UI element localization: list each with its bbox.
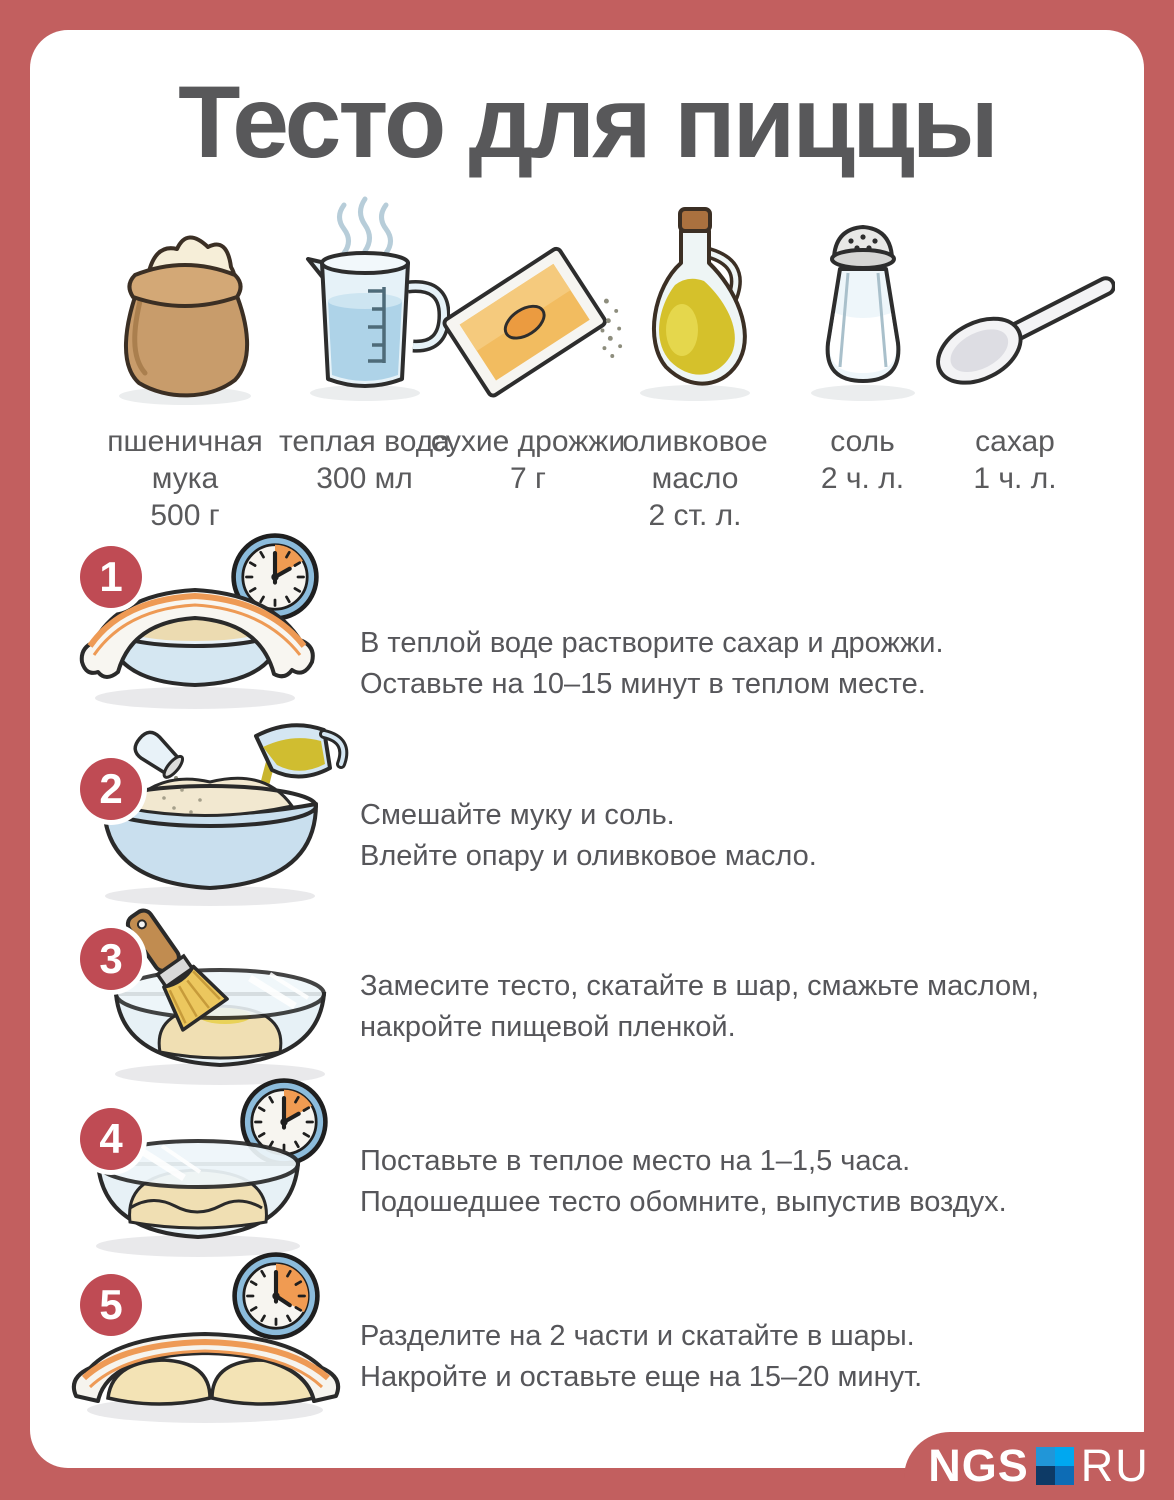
step-3-instruction: [360, 966, 1039, 1048]
instruction-line: Влейте опару и оливковое масло.: [360, 840, 817, 872]
step-5-number-badge: [80, 1274, 142, 1336]
step-number: 2: [99, 765, 123, 812]
ingredient-name: теплая вода: [279, 425, 450, 458]
step-1-instruction: [360, 623, 944, 705]
instruction-line: Замесите тесто, скатайте в шар, смажьте маслом,: [360, 970, 1040, 1002]
ingredient-flour: [85, 195, 285, 534]
step-5-instruction: [360, 1316, 922, 1398]
sugar-spoon-icon: [915, 195, 1115, 407]
instruction-line: Накройте и оставьте еще на 15–20 минут.: [360, 1361, 923, 1393]
instruction-line: накройте пищевой пленкой.: [360, 1011, 736, 1043]
ngs-logo-square-icon: [1036, 1447, 1074, 1485]
step-number: 1: [99, 553, 123, 600]
step-4-number-badge: [80, 1108, 142, 1170]
ingredient-qty: 7 г: [510, 462, 546, 495]
step-1-illustration: [60, 530, 360, 720]
step-4-illustration: [60, 1076, 360, 1266]
instruction-line: Поставьте в теплое место на 1–1,5 часа.: [360, 1145, 911, 1177]
step-4-instruction: [360, 1141, 1007, 1223]
ingredient-name: пшеничная мука: [107, 425, 263, 495]
step-number: 3: [99, 935, 123, 982]
step-1-number-badge: [80, 546, 142, 608]
ingredient-sugar: [915, 195, 1115, 497]
step-2-instruction: [360, 795, 817, 877]
instruction-line: Разделите на 2 части и скатайте в шары.: [360, 1320, 915, 1352]
ingredient-qty: 500 г: [150, 499, 220, 532]
ingredient-name: оливковое масло: [622, 425, 768, 495]
page-title: Тесто для пиццы: [178, 65, 996, 179]
ingredient-name: сухие дрожжи: [430, 425, 626, 458]
ingredient-qty: 300 мл: [316, 462, 413, 495]
instruction-line: Оставьте на 10–15 минут в теплом месте.: [360, 668, 926, 700]
step-2-illustration: [60, 720, 360, 910]
ru-logo-text: RU: [1080, 1440, 1150, 1491]
step-3-illustration: [60, 902, 360, 1092]
flour-sack-icon: [85, 195, 285, 407]
step-3-number-badge: [80, 928, 142, 990]
instruction-line: Подошедшее тесто обомните, выпустив воздух.: [360, 1186, 1007, 1218]
instruction-line: В теплой воде растворите сахар и дрожжи.: [360, 627, 944, 659]
ingredient-qty: 2 ч. л.: [820, 462, 905, 495]
step-number: 5: [99, 1281, 123, 1328]
step-number: 4: [99, 1115, 123, 1162]
step-2-number-badge: [80, 758, 142, 820]
step-5-illustration: [60, 1250, 360, 1440]
instruction-line: Смешайте муку и соль.: [360, 799, 675, 831]
ngs-ru-logo: [904, 1432, 1174, 1500]
ingredient-name: соль: [830, 425, 895, 458]
ingredient-qty: 1 ч. л.: [973, 462, 1057, 495]
recipe-card: [30, 30, 1144, 1468]
ngs-logo-text: NGS: [928, 1440, 1029, 1491]
ingredient-name: сахар: [975, 425, 1055, 458]
ingredient-qty: 2 ст. л.: [648, 499, 742, 532]
